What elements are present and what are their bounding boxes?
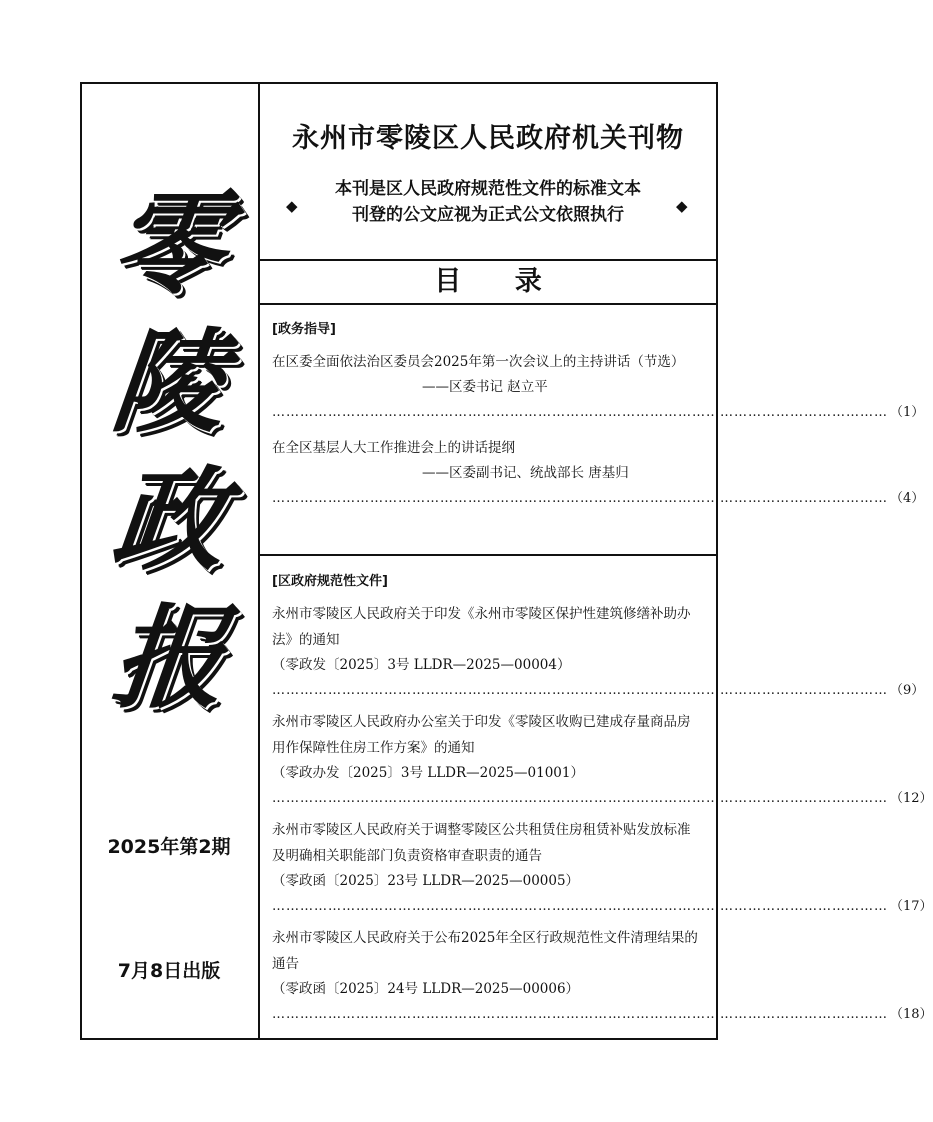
toc-entry[interactable]	[272, 817, 933, 919]
dot-leader: ……………………………………………………………………………………………………………………	[272, 1007, 888, 1022]
entry-title: 永州市零陵区人民政府关于调整零陵区公共租赁住房租赁补贴发放标准及明确相关职能部门负责资格审查职责的通告	[272, 822, 691, 864]
masthead-column	[82, 84, 260, 1038]
masthead-char: 政	[106, 455, 232, 586]
diamond-left-icon: ◆	[286, 197, 298, 215]
notice-line-2: 刊登的公文应视为正式公文依照执行	[352, 205, 624, 225]
publication-date: 7月8日出版	[117, 960, 221, 982]
entry-title: 永州市零陵区人民政府关于印发《永州市零陵区保护性建筑修缮补助办法》的通知	[272, 606, 691, 648]
masthead-char: 报	[106, 593, 232, 724]
entry-leader-row	[272, 785, 933, 811]
masthead-title	[82, 176, 256, 728]
entry-document-number: （零政函〔2025〕23号 LLDR—2025—00005）	[272, 873, 580, 889]
toc-section-policy-guidance	[260, 306, 925, 556]
dot-leader: ……………………………………………………………………………………………………………………	[272, 491, 888, 506]
toc-entry[interactable]	[272, 925, 933, 1027]
entry-title: 在区委全面依法治区委员会2025年第一次会议上的主持讲话（节选）	[272, 354, 685, 370]
page-number: （1）	[890, 405, 925, 420]
toc-entry[interactable]	[272, 435, 925, 511]
toc-entry[interactable]	[272, 709, 933, 811]
entry-title: 永州市零陵区人民政府办公室关于印发《零陵区收购已建成存量商品房用作保障性住房工作方案》的通知	[272, 714, 691, 756]
publication-notice	[260, 176, 716, 228]
page-number: （4）	[890, 491, 925, 506]
masthead-char: 零	[106, 179, 232, 310]
page-number: （18）	[890, 1007, 933, 1022]
toc-entry[interactable]	[272, 601, 925, 703]
cover-frame	[80, 82, 933, 1040]
entry-leader-row	[272, 1001, 933, 1027]
entry-document-number: （零政办发〔2025〕3号 LLDR—2025—01001）	[272, 765, 584, 781]
page-number: （12）	[890, 791, 933, 806]
entry-leader-row	[272, 893, 933, 919]
dot-leader: ……………………………………………………………………………………………………………………	[272, 405, 888, 420]
entry-leader-row	[272, 677, 925, 703]
toc-section-normative-documents	[260, 556, 933, 1033]
section-title: [政务指导]	[272, 322, 336, 337]
entry-document-number: （零政发〔2025〕3号 LLDR—2025—00004）	[272, 657, 571, 673]
toc-entry[interactable]	[272, 349, 925, 425]
dot-leader: ……………………………………………………………………………………………………………………	[272, 899, 888, 914]
section-title: [区政府规范性文件]	[272, 574, 388, 589]
diamond-right-icon: ◆	[676, 197, 688, 215]
entry-title: 永州市零陵区人民政府关于公布2025年全区行政规范性文件清理结果的通告	[272, 930, 698, 972]
notice-line-1: 本刊是区人民政府规范性文件的标准文本	[335, 179, 641, 199]
publication-title: 永州市零陵区人民政府机关刊物	[292, 123, 684, 154]
masthead-char: 陵	[106, 317, 232, 448]
entry-author: ——区委副书记、统战部长 唐基归	[422, 465, 629, 481]
issue-number: 2025年第2期	[107, 836, 231, 858]
entry-leader-row	[272, 485, 925, 511]
content-column	[260, 84, 933, 1038]
entry-leader-row	[272, 399, 925, 425]
entry-author: ——区委书记 赵立平	[422, 379, 548, 395]
page-number: （17）	[890, 899, 933, 914]
toc-heading: 目 录	[260, 259, 716, 305]
entry-title: 在全区基层人大工作推进会上的讲话提纲	[272, 440, 515, 456]
page-number: （9）	[890, 683, 925, 698]
entry-document-number: （零政函〔2025〕24号 LLDR—2025—00006）	[272, 981, 580, 997]
dot-leader: ……………………………………………………………………………………………………………………	[272, 791, 888, 806]
dot-leader: ……………………………………………………………………………………………………………………	[272, 683, 888, 698]
